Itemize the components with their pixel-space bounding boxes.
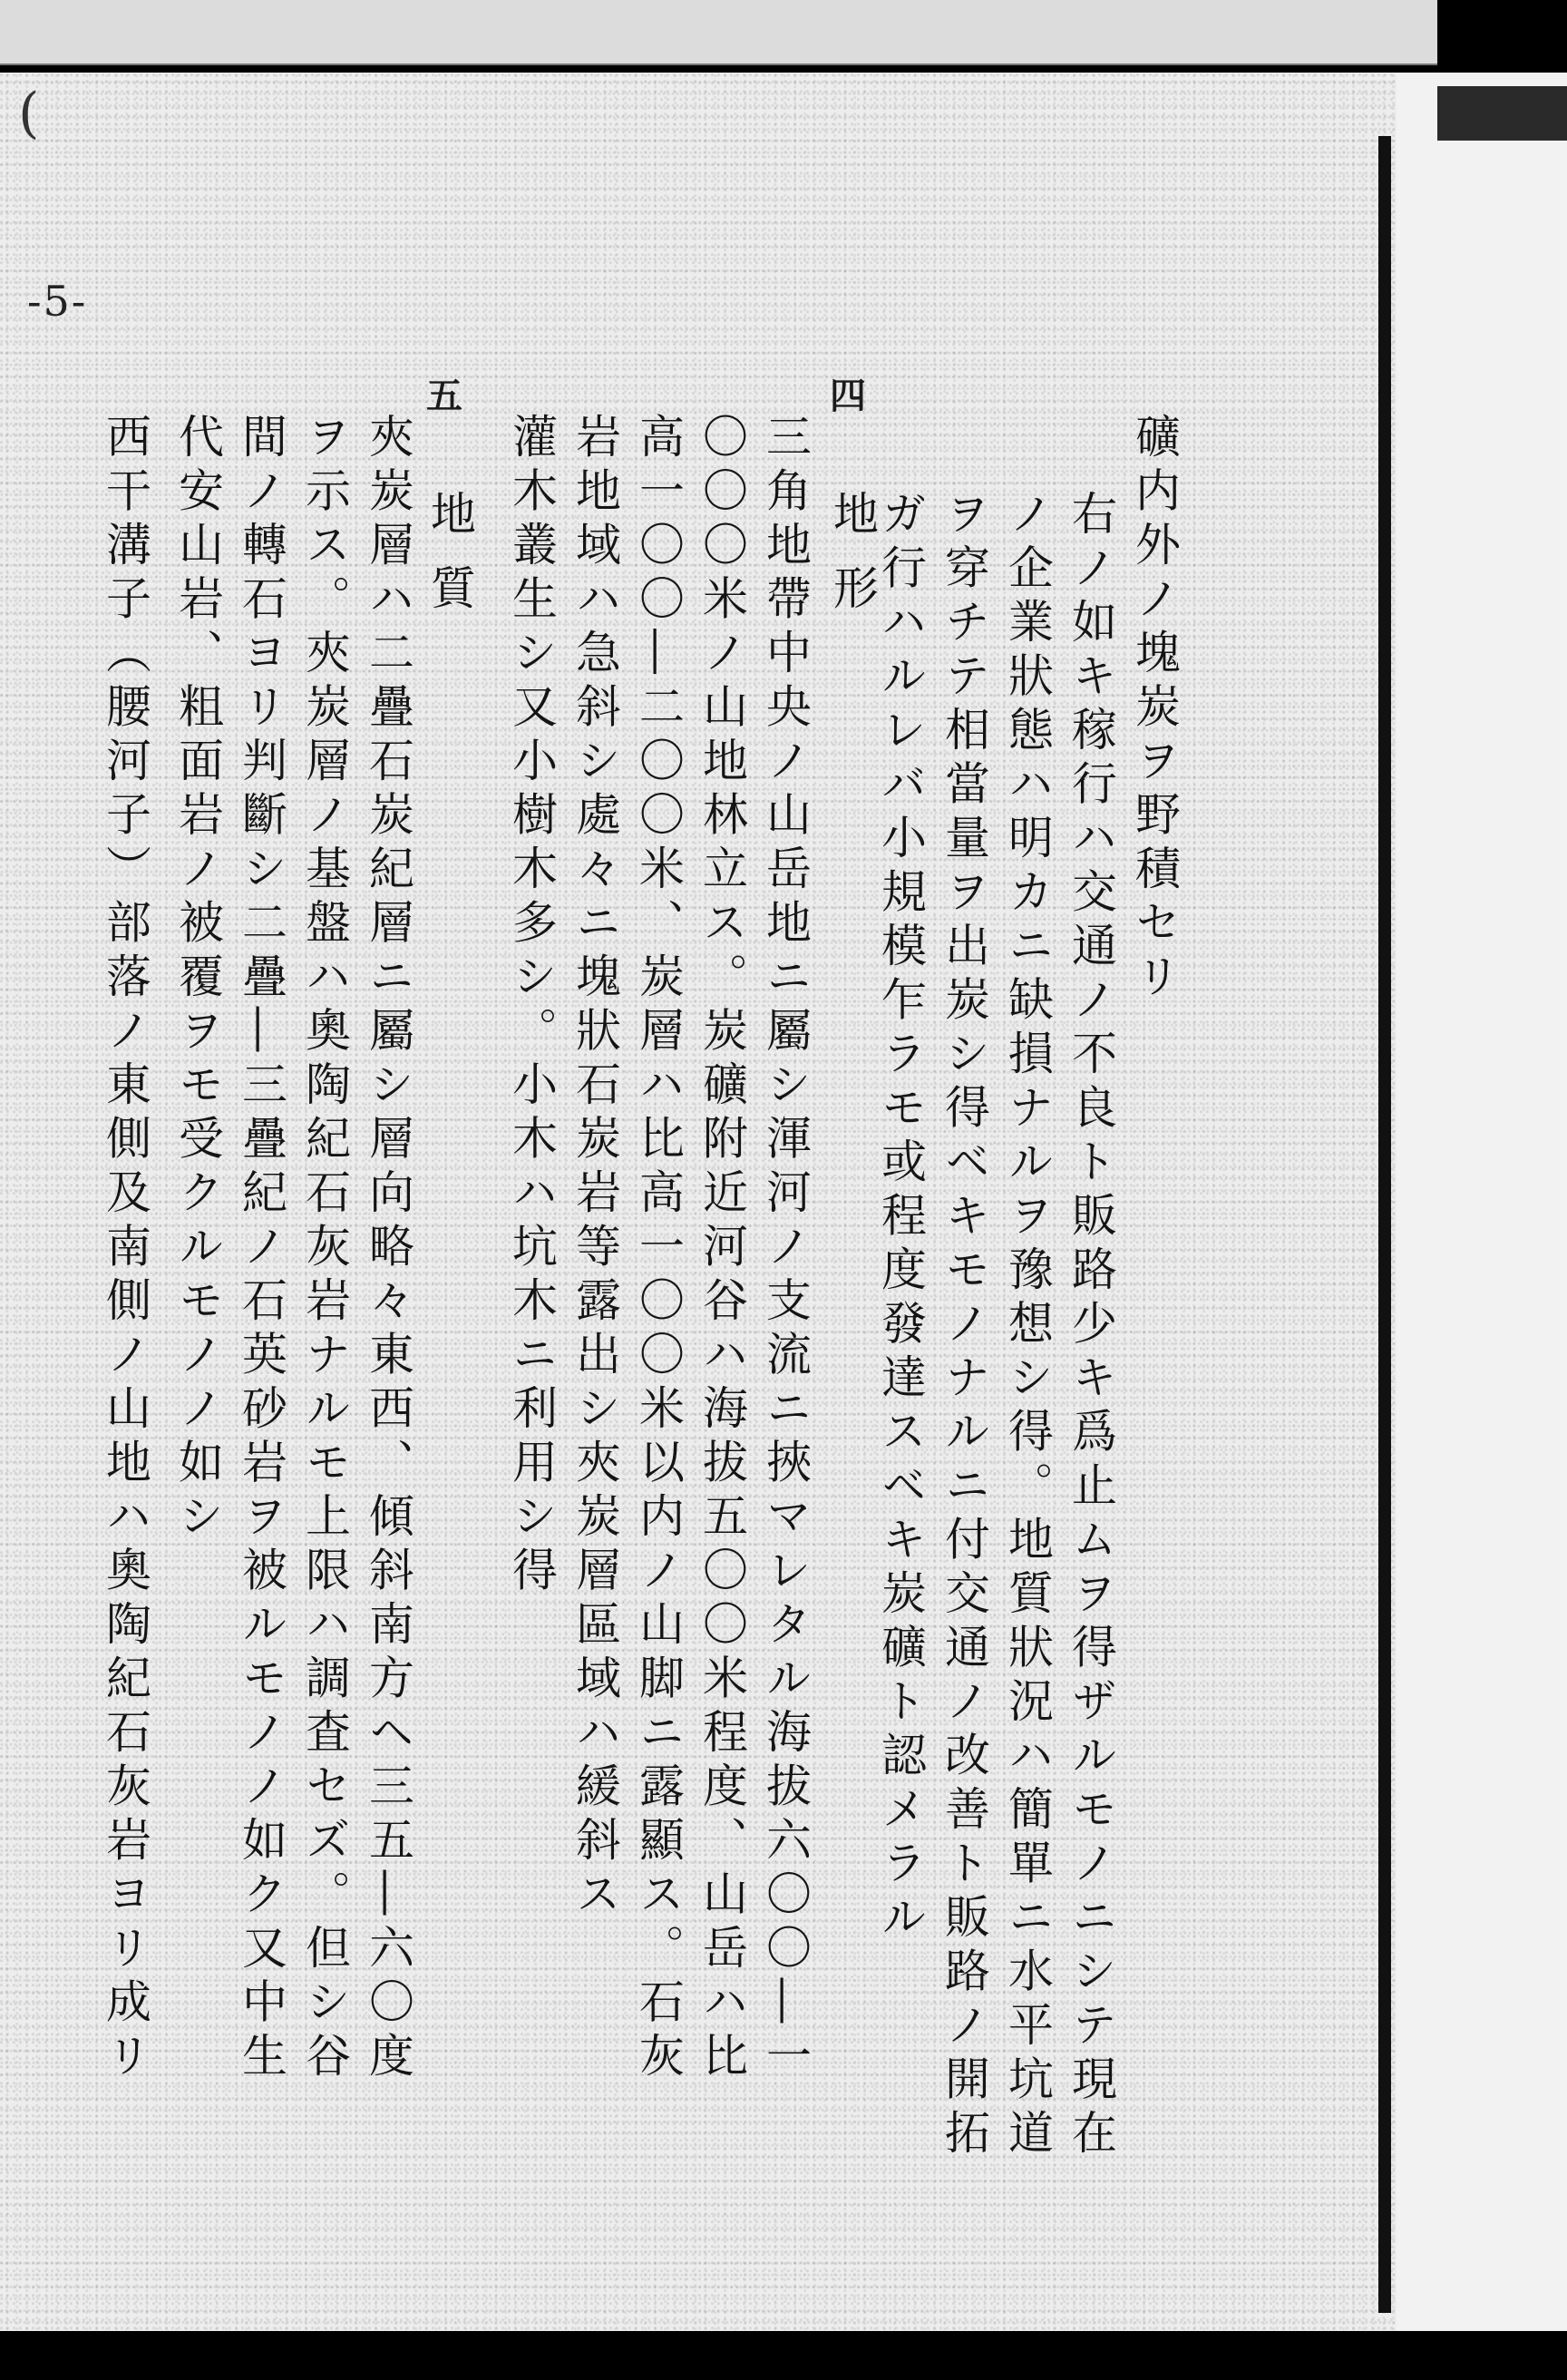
text-column: ヲ示ス。夾炭層ノ基盤ハ奧陶紀石灰岩ナルモ上限ハ調査セズ。但シ谷 bbox=[298, 413, 351, 2086]
text-column: 灌木叢生シ又小樹木多シ。小木ハ坑木ニ利用シ得 bbox=[505, 413, 558, 1600]
text-column: 代安山岩、粗面岩ノ被覆ヲモ受クルモノノ如シ bbox=[171, 413, 224, 1546]
right-margin bbox=[1397, 73, 1567, 2331]
section-heading-terrain: 地形 bbox=[826, 490, 879, 639]
text-column: 右ノ如キ稼行ハ交通ノ不良ト販路少キ爲止ムヲ得ザルモノニシテ現在 bbox=[1065, 490, 1117, 2163]
text-column: 間ノ轉石ヨリ判斷シ二疊―三疊紀ノ石英砂岩ヲ被ルモノノ如ク又中生 bbox=[235, 413, 287, 2086]
page-top-edge bbox=[0, 0, 1437, 65]
text-column: ノ企業狀態ハ明カニ缺損ナルヲ豫想シ得。地質狀況ハ簡單ニ水平坑道 bbox=[1001, 490, 1054, 2163]
text-column: 礦内外ノ塊炭ヲ野積セリ bbox=[1128, 413, 1181, 1007]
text-column: 岩地域ハ急斜シ處々ニ塊狀石炭岩等露出シ夾炭層區域ハ緩斜ス bbox=[569, 413, 621, 1924]
text-column: 夾炭層ハ二疊石炭紀層ニ屬シ層向略々東西、傾斜南方ヘ三五―六〇度 bbox=[362, 413, 414, 2086]
text-column: 三角地帶中央ノ山岳地ニ屬シ渾河ノ支流ニ挾マレタル海拔六〇〇―一 bbox=[759, 413, 812, 2086]
section-heading-geology: 地質 bbox=[423, 490, 476, 639]
corner-mark: ( bbox=[18, 82, 40, 145]
text-column: ヲ穿チテ相當量ヲ出炭シ得ベキモノナルニ付交通ノ改善ト販路ノ開拓 bbox=[938, 490, 990, 2163]
text-column: ガ行ハルレバ小規模乍ラモ或程度發達スベキ炭礦ト認メラル bbox=[874, 490, 927, 1947]
text-column: 高一〇〇―二〇〇米、炭層ハ比高一〇〇米以内ノ山脚ニ露顯ス。石灰 bbox=[632, 413, 685, 2086]
section-number-5: 五 bbox=[426, 375, 462, 417]
right-corner-strip bbox=[1437, 86, 1567, 141]
section-number-4: 四 bbox=[830, 375, 866, 417]
text-column: 西干溝子（腰河子）部落ノ東側及南側ノ山地ハ奧陶紀石灰岩ヨリ成リ bbox=[99, 413, 151, 2086]
page-number: -5- bbox=[27, 277, 88, 326]
text-column: 〇〇〇米ノ山地林立ス。炭礦附近河谷ハ海拔五〇〇米程度、山岳ハ比 bbox=[696, 413, 748, 2086]
binding-rule bbox=[1378, 136, 1391, 2313]
